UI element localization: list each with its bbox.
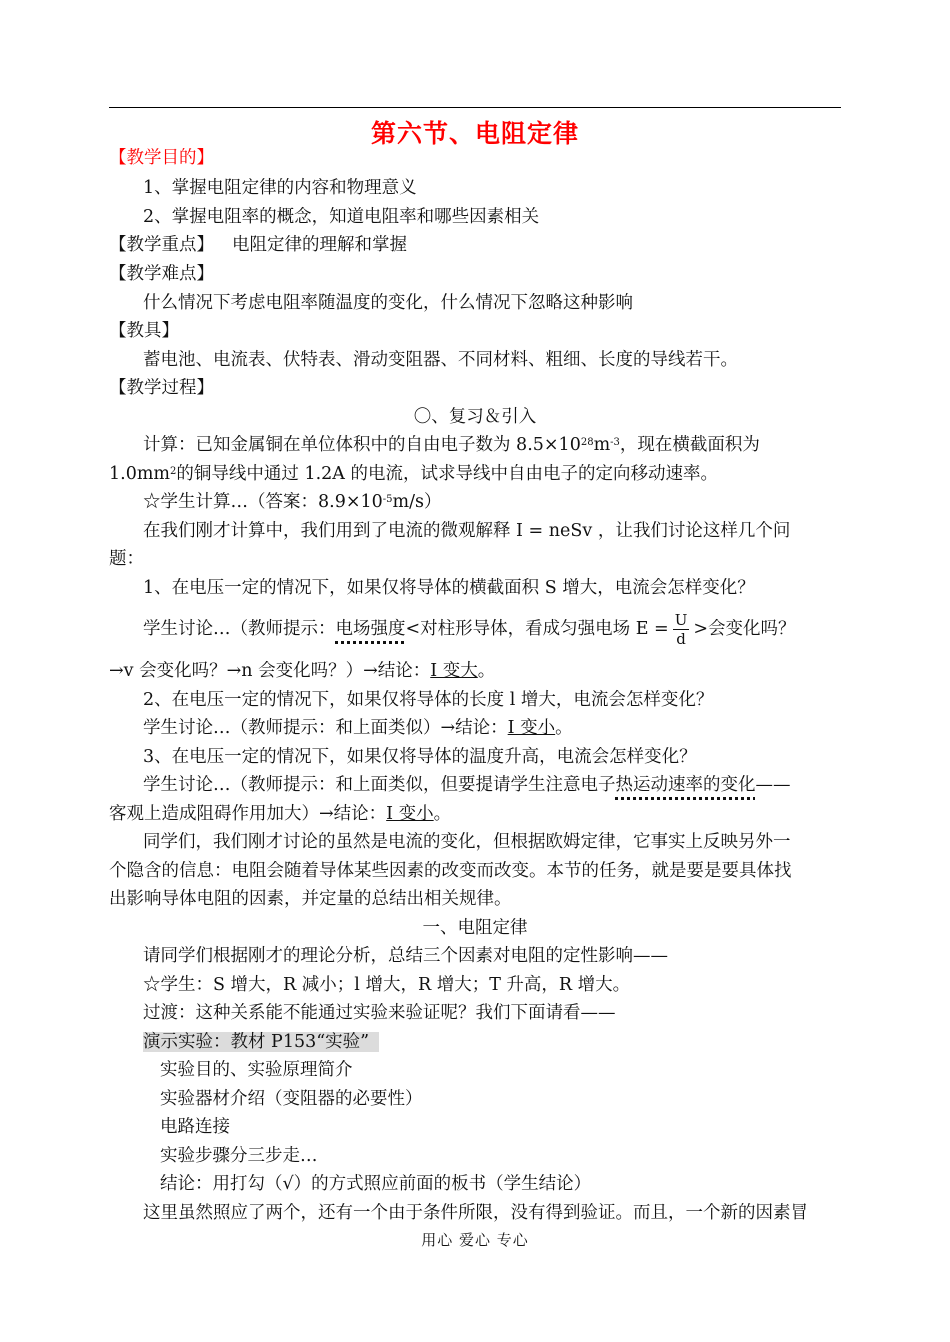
- summary-line-1: 同学们，我们刚才讨论的虽然是电流的变化，但根据欧姆定律，它事实上反映另外一: [143, 832, 791, 852]
- question-3: 3、在电压一定的情况下，如果仅将导体的温度升高，电流会怎样变化？: [143, 747, 697, 767]
- calc-exponent-1: 28: [580, 437, 594, 448]
- summary-line-3: 出影响导体电阻的因素，并定量的总结出相关规律。: [109, 889, 512, 909]
- q3-conclusion-line: [109, 802, 451, 826]
- demo-highlight: 演示实验：教材 P153“实验”: [143, 1032, 379, 1052]
- q3-line2-b: 。: [433, 804, 452, 824]
- q1-conclusion: I 变大: [430, 661, 478, 681]
- fraction-u-over-d: [673, 611, 690, 648]
- objective-1: 1、掌握电阻定律的内容和物理意义: [143, 178, 417, 198]
- tools-text: 蓄电池、电流表、伏特表、滑动变阻器、不同材料、粗细、长度的导线若干。: [143, 350, 738, 370]
- calc2-text-a: 1.0mm: [109, 464, 171, 484]
- tools-heading: 【教具】: [109, 321, 179, 341]
- q1-emphasis: 电场强度: [335, 619, 406, 639]
- objective-2: 2、掌握电阻率的概念，知道电阻率和哪些因素相关: [143, 207, 540, 227]
- question-2: 2、在电压一定的情况下，如果仅将导体的长度 l 增大，电流会怎样变化？: [143, 690, 714, 710]
- calc-text-c: ，现在横截面积为: [619, 435, 760, 455]
- process-heading: 【教学过程】: [109, 378, 214, 398]
- answer-exponent: -5: [382, 494, 393, 505]
- answer-line: [143, 490, 442, 514]
- keypoint-text: 电阻定律的理解和掌握: [232, 235, 407, 255]
- calc-line-2: [109, 462, 718, 486]
- law-line-2: ☆学生：S 增大，R 减小；l 增大，R 增大；T 升高，R 增大。: [143, 975, 631, 995]
- experiment-step-3: 电路连接: [160, 1117, 230, 1137]
- keypoint-line: [109, 233, 407, 257]
- calc-exponent-2: -3: [610, 437, 620, 448]
- question-1: 1、在电压一定的情况下，如果仅将导体的横截面积 S 增大，电流会怎样变化？: [143, 578, 755, 598]
- summary-line-2: 个隐含的信息：电阻会随着导体某些因素的改变而改变。本节的任务，就是要是要具体找: [109, 861, 792, 881]
- page-footer: 用心 爱心 专心: [421, 1231, 529, 1249]
- law-last-line: 这里虽然照应了两个，还有一个由于条件所限，没有得到验证。而且，一个新的因素冒: [143, 1203, 808, 1223]
- micro-line-1: 在我们刚才计算中，我们用到了电流的微观解释 I = neSv ，让我们讨论这样几个问: [143, 521, 791, 541]
- calc-line-1: [143, 433, 760, 457]
- fraction-numerator: U: [674, 611, 688, 629]
- keypoint-heading: 【教学重点】: [109, 235, 214, 255]
- answer-text-a: ☆学生计算…（答案：8.9×10: [143, 492, 383, 512]
- law-line-1: 请同学们根据刚才的理论分析，总结三个因素对电阻的定性影响——: [143, 946, 668, 966]
- page-title: 第六节、电阻定律: [370, 119, 579, 148]
- answer-text-b: m/s）: [392, 492, 442, 512]
- demo-line: [143, 1030, 379, 1054]
- q3-discuss-b: ——: [755, 775, 791, 795]
- experiment-step-1: 实验目的、实验原理简介: [160, 1060, 353, 1080]
- q1-discuss-a: 学生讨论…（教师提示：: [143, 619, 336, 639]
- law-line-3: 过渡：这种关系能不能通过实验来验证呢？我们下面请看——: [143, 1003, 616, 1023]
- q1-discussion: [143, 611, 796, 648]
- q1-conclusion-line: [109, 659, 495, 683]
- difficulty-text: 什么情况下考虑电阻率随温度的变化，什么情况下忽略这种影响: [143, 293, 633, 313]
- objectives-heading: 【教学目的】: [109, 148, 214, 168]
- q2-conclusion: I 变小: [507, 718, 556, 738]
- calc-unit: m: [593, 435, 611, 455]
- fraction-denominator: d: [676, 630, 686, 648]
- q1-line2-a: →v 会变化吗？→n 会变化吗？）→结论：: [109, 661, 431, 681]
- q1-line2-b: 。: [477, 661, 496, 681]
- experiment-step-5: 结论：用打勾（√）的方式照应前面的板书（学生结论）: [160, 1174, 592, 1194]
- micro-line-2: 题：: [109, 549, 144, 569]
- q2-discuss-b: 。: [555, 718, 573, 738]
- q1-discuss-c: >会变化吗？: [693, 619, 796, 639]
- q2-discuss-a: 学生讨论…（教师提示：和上面类似）→结论：: [143, 718, 508, 738]
- q3-conclusion: I 变小: [386, 804, 434, 824]
- q3-discuss-a: 学生讨论…（教师提示：和上面类似，但要提请学生注意电子: [143, 775, 616, 795]
- experiment-step-4: 实验步骤分三步走…: [160, 1146, 318, 1166]
- law-heading: 一、电阻定律: [422, 918, 528, 938]
- review-heading: 〇、复习＆引入: [413, 407, 537, 427]
- difficulty-heading: 【教学难点】: [109, 264, 214, 284]
- q2-discussion: [143, 716, 573, 740]
- q3-emphasis: 热运动速率的变化: [615, 775, 756, 795]
- q3-line2-a: 客观上造成阻碍作用加大）→结论：: [109, 804, 387, 824]
- calc2-text-b: 的铜导线中通过 1.2A 的电流，试求导线中自由电子的定向移动速率。: [176, 464, 718, 484]
- calc2-exponent: 2: [170, 466, 177, 477]
- q1-discuss-b: <对柱形导体，看成匀强电场 E =: [405, 619, 669, 639]
- experiment-step-2: 实验器材介绍（变阻器的必要性）: [160, 1089, 423, 1109]
- header-rule: [109, 107, 841, 108]
- calc-text-a: 计算：已知金属铜在单位体积中的自由电子数为 8.5×10: [143, 435, 581, 455]
- q3-discussion: [143, 773, 791, 797]
